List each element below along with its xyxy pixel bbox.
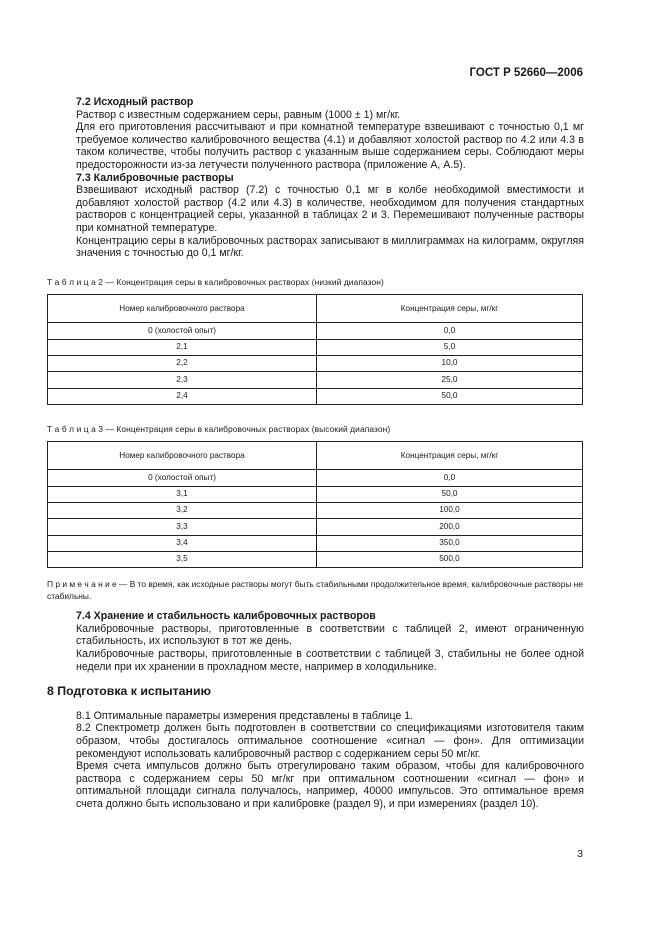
table-cell: 2,4 [48,388,317,404]
paragraph: Взвешивают исходный раствор (7.2) с точностью 0,1 мг в колбе необходимой вместимости и добавляют холостой раствор (4.2 или 4.3) в количестве, необходимом для получения стандартных растворов с концентрацией серы, указанной в таблицах 2 и 3. Перемешивают полученные растворы при комнатной температуре. [76,184,584,234]
paragraph: Концентрацию серы в калибровочных растворах записывают в миллиграммах на килограмм, округляя значения с точностью до 0,1 мг/кг. [76,234,584,260]
section-7-3-title: 7.3 Калибровочные растворы [76,171,234,184]
paragraph: Время счета импульсов должно быть отрегулировано таким образом, чтобы для калибровочного раствора с содержанием серы 50 мг/кг при оптимальном соотношении «сигнал — фон» и оптимальной площади сигнала получалось, например, 40000 импульсов. Это оптимальное время счета должно быть использовано и при калибровке (раздел 9), и при измерениях (раздел 10). [76,760,584,810]
table-cell: 200,0 [317,519,583,535]
page-header: ГОСТ Р 52660—2006 [469,67,583,79]
table-cell: 2,1 [48,339,317,355]
table-cell: 0,0 [317,470,583,486]
section-8-title: 8 Подготовка к испытанию [47,684,212,699]
table-cell: 50,0 [317,486,583,502]
section-7-4-title: 7.4 Хранение и стабильность калибровочных растворов [76,610,376,623]
table-row [48,535,583,551]
table-note: П р и м е ч а н и е — В то время, как исходные растворы могут быть стабильными продолжительное время, калибровочные растворы не стабильны. [47,579,583,602]
table-cell: 0 (холостой опыт) [48,323,317,339]
table-2-caption: Т а б л и ц а 2 — Концентрация серы в калибровочных растворах (низкий диапазон) [47,276,384,287]
paragraph: Раствор с известным содержанием серы, равным (1000 ± 1) мг/кг. [76,108,401,121]
table-cell: 10,0 [317,355,583,371]
table-row [48,388,583,404]
table-cell: 50,0 [317,388,583,404]
paragraph: 8.1 Оптимальные параметры измерения представлены в таблице 1. [76,709,414,722]
table-cell: 3,5 [48,551,317,567]
table-row [48,519,583,535]
table-row [48,372,583,388]
paragraph: Калибровочные растворы, приготовленные в соответствии с таблицей 3, стабильны не более одной недели при их хранении в прохладном месте, например в холодильнике. [76,647,584,673]
table-cell: 5,0 [317,339,583,355]
table-header: Номер калибровочного раствора [48,295,317,323]
table-3-caption: Т а б л и ц а 3 — Концентрация серы в калибровочных растворах (высокий диапазон) [47,423,391,434]
table-cell: 3,2 [48,502,317,518]
table-row [48,339,583,355]
table-cell: 2,2 [48,355,317,371]
table-header: Концентрация серы, мг/кг [317,442,583,470]
table-row [48,502,583,518]
document-body [47,96,584,810]
table-cell: 100,0 [317,502,583,518]
table-row [48,470,583,486]
paragraph: Для его приготовления рассчитывают и при комнатной температуре взвешивают с точностью 0,1 мг требуемое количество калибровочного вещества (4.1) и добавляют холостой раствор по 4.2 или 4.3 в таком количестве, чтобы получить раствор с указанным выше содержанием серы. Соблюдают меры предосторожности из-за летучести полученного раствора (приложение А, А.5). [76,121,584,171]
table-row [48,355,583,371]
table-3 [47,441,583,568]
table-cell: 2,3 [48,372,317,388]
table-header: Концентрация серы, мг/кг [317,295,583,323]
table-row [48,486,583,502]
page-number: 3 [577,848,583,860]
table-cell: 3,3 [48,519,317,535]
table-cell: 3,1 [48,486,317,502]
section-7-2-title: 7.2 Исходный раствор [76,96,194,108]
table-cell: 3,4 [48,535,317,551]
table-cell: 500,0 [317,551,583,567]
table-header: Номер калибровочного раствора [48,442,317,470]
paragraph: Калибровочные растворы, приготовленные в соответствии с таблицей 2, имеют ограниченную стабильность, их используют в тот же день. [76,622,584,648]
table-cell: 0,0 [317,323,583,339]
table-cell: 25,0 [317,372,583,388]
table-cell: 350,0 [317,535,583,551]
table-row [48,323,583,339]
paragraph: 8.2 Спектрометр должен быть подготовлен в соответствии со спецификациями изготовителя таким образом, чтобы достигалось оптимальное соотношение «сигнал — фон». Для оптимизации рекомендуют использовать калибровочный раствор с содержанием серы 50 мг/кг. [76,722,584,760]
table-2 [47,294,583,404]
table-row [48,551,583,567]
table-cell: 0 (холостой опыт) [48,470,317,486]
